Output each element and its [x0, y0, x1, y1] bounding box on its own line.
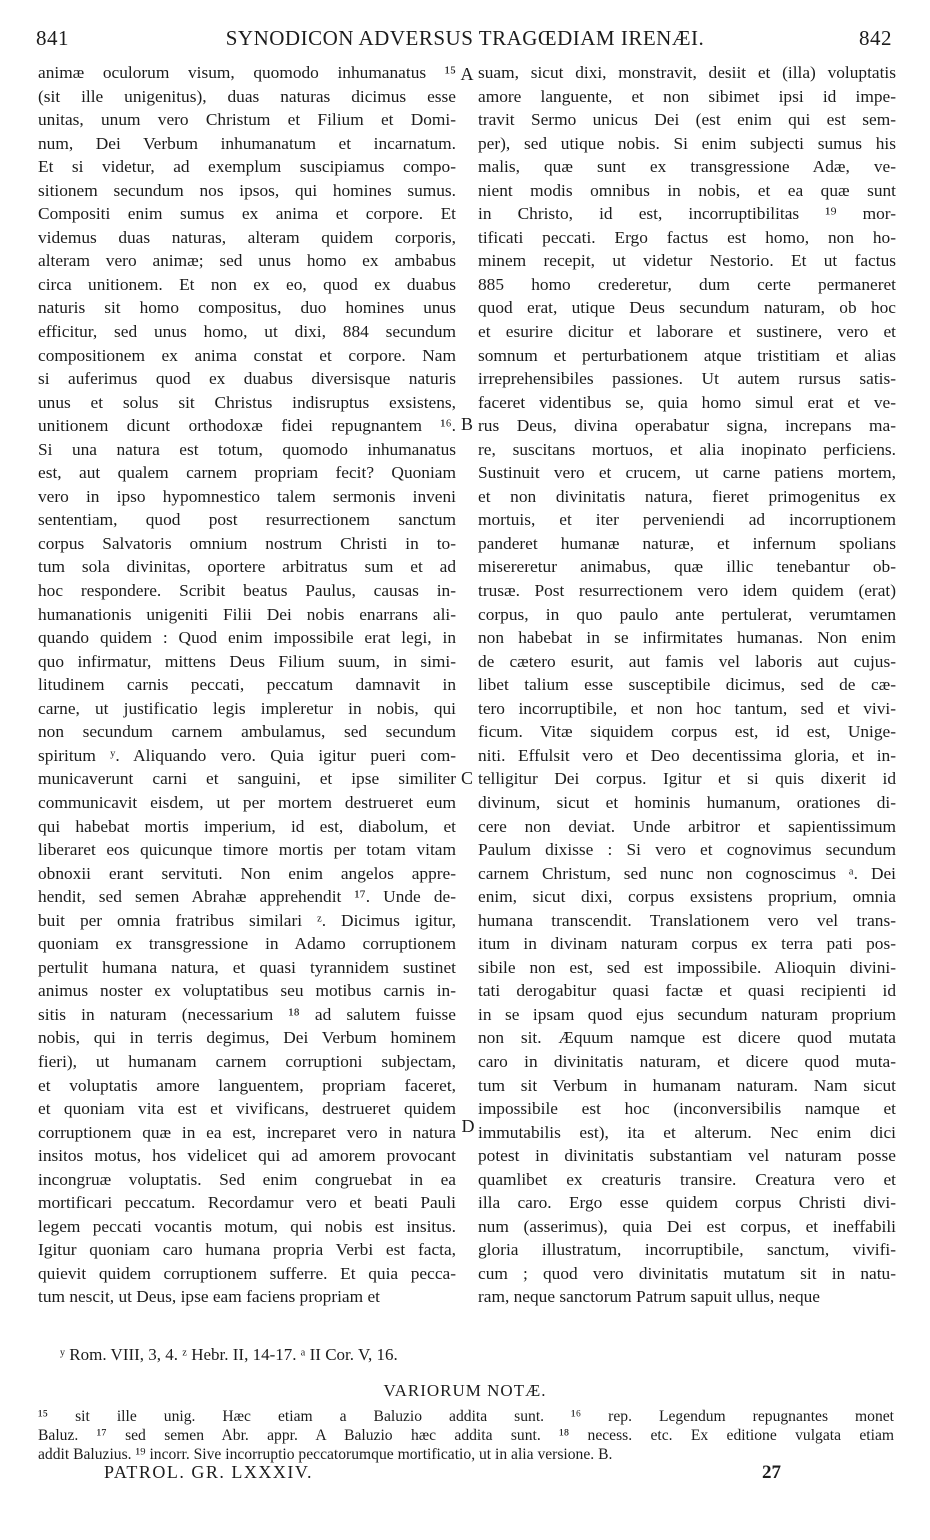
note-line: Baluz. ¹⁷ sed semen Abr. appr. A Baluzio hæc addita sunt. ¹⁸ necess. etc. Ex editione vulgata etiam [38, 1427, 894, 1444]
right-column-line: amore languente, et non sibimet ipsi id impe- [478, 86, 896, 106]
scripture-references: ʸ Rom. VIII, 3, 4. ᶻ Hebr. II, 14-17. ᵃ II Cor. V, 16. [60, 1345, 398, 1364]
right-column-line: suam, sicut dixi, monstravit, desiit et (illa) voluptatis [478, 63, 896, 82]
left-column-line: animus noster ex voluptatibus seu motibus carnis in- [38, 981, 456, 1001]
left-column-line: sententiam, quod post resurrectionem sanctum [38, 510, 456, 530]
left-column-line: unus et solus sit Christus indisruptus exsistens, [38, 392, 456, 412]
right-column-line: illa caro. Ergo esse quidem corpus Christi divi- [478, 1193, 896, 1213]
right-column-line: tum sit Verbum in humanam naturam. Nam sicut [478, 1075, 896, 1095]
left-column-line: insitos motus, hos videlicet qui ad amorem provocant [38, 1146, 456, 1166]
right-column-line: non habebat in se infirmitates humanas. Non enim [478, 628, 896, 648]
left-column-line: corpus Salvatoris omnium nostrum Christi in to- [38, 533, 456, 553]
left-column-line: videmus duas naturas, alteram quidem corporis, [38, 227, 456, 247]
left-column-line: corruptionem quæ in ea est, increparet vero in natura [38, 1122, 456, 1142]
left-column-line: sitis in naturam (necessarium ¹⁸ ad salutem fuisse [38, 1004, 456, 1024]
right-column-line: mortuis, et iter perveniendi ad incorruptionem [478, 510, 896, 530]
right-column-line: sibile non est, sed est impossibile. Alioquin divini- [478, 957, 896, 977]
page-number-left: 841 [36, 26, 69, 50]
left-column-line: qui habebat mortis imperium, id est, diabolum, et [38, 816, 456, 836]
left-column-line: (sit ille unigenitus), duas naturas dicimus esse [38, 86, 456, 106]
right-column-line: in Christo, id est, incorruptibilitas ¹⁹ mor- [478, 204, 896, 224]
right-column-line: cum ; quod vero divinitatis mutatum sit in natu- [478, 1263, 896, 1283]
right-column-line: travit Sermo unicus Dei (est enim qui est sem- [478, 110, 896, 130]
right-column-line: carnem Christum, sed nunc non cognoscimus ᵃ. Dei [478, 863, 896, 883]
right-column-line: humana transcendit. Translationem vero vel trans- [478, 910, 896, 930]
left-column-line: municaverunt carni et sanguini, et ipse similiter [38, 769, 456, 789]
left-column [38, 61, 456, 1309]
right-column-line: quod erat, utique Deus secundum naturam, ob hoc [478, 298, 896, 318]
right-column-line: potest in divinitatis substantiam vel naturam posse [478, 1146, 896, 1166]
left-column-line: efficitur, sed unus homo, ut dixi, 884 secundum [38, 322, 456, 342]
right-column-line: num (asserimus), quia Dei est corpus, et ineffabili [478, 1216, 896, 1236]
right-column-line: trusæ. Post resurrectionem vero idem quidem (erat) [478, 581, 896, 601]
left-column-line: hoc respondere. Scribit beatus Paulus, causas in- [38, 581, 456, 601]
left-column-line: buit per omnia fratribus similari ᶻ. Dicimus igitur, [38, 910, 456, 930]
page-header [0, 26, 930, 56]
right-column-line: caro in divinitatis naturam, et dicere quod muta- [478, 1051, 896, 1071]
left-column-line: sitionem secundum nos ipsos, qui homines sumus. [38, 180, 456, 200]
left-column-line: legem peccati vocantis motum, qui nobis est insitus. [38, 1216, 456, 1236]
left-column-line: nobis, qui in terris degimus, Dei Verbum hominem [38, 1028, 456, 1048]
right-column-line: ram, neque sanctorum Patrum sapuit ullus, neque [478, 1287, 820, 1307]
left-column-line: est, aut qualem carnem propriam fecit? Quoniam [38, 463, 456, 483]
variorum-notes [38, 1407, 894, 1464]
right-column-line: itum in divinam naturam corpus ex terra pati pos- [478, 934, 896, 954]
page-number-right: 842 [859, 26, 892, 50]
right-column-line: tificati peccati. Ergo factus est homo, non ho- [478, 227, 896, 247]
right-column-line: gloria illustratum, incorruptibile, sanctum, vivifi- [478, 1240, 896, 1260]
left-column-line: tum sola divinitas, oportere arbitratus sum et ad [38, 557, 456, 577]
left-column-line: tum nescit, ut Deus, ipse eam faciens propriam et [38, 1287, 380, 1307]
right-column-line: minem recepit, ut videtur Nestorio. Et ut factus [478, 251, 896, 271]
left-column-line: quo infirmatur, mittens Deus Filium suum, in simi- [38, 651, 456, 671]
right-column-line: immutabilis est), ita et alterum. Nec enim dici [478, 1122, 896, 1142]
right-column-line: et non divinitatis natura, fieret primogenitus ex [478, 486, 896, 506]
right-column-line: divinum, sicut et hominis humanum, orationes di- [478, 792, 896, 812]
left-column-line: animæ oculorum visum, quomodo inhumanatus ¹⁵ [38, 63, 456, 82]
right-column-line: per), sed utique nobis. Si enim subjecti sumus his [478, 133, 896, 153]
left-column-line: num, Dei Verbum inhumanatum et incarnatum. [38, 133, 456, 153]
left-column-line: quievit quidem corruptionem sufferre. Et quia pecca- [38, 1263, 456, 1283]
left-column-line: quando quidem : Quod enim impossibile erat legi, in [38, 628, 456, 648]
right-column-line: Sustinuit vero et crucem, ut carne patiens mortem, [478, 463, 896, 483]
margin-letter-c: C [460, 768, 473, 788]
left-column-line: compositionem ex anima constat et corpore. Nam [38, 345, 456, 365]
left-column-line: circa unitionem. Et non ex eo, quod ex duabus [38, 274, 456, 294]
right-column-line: panderet humanæ naturæ, et infernum spolians [478, 533, 896, 553]
left-column-line: alteram vero animæ; sed unus homo ex ambabus [38, 251, 456, 271]
left-column-line: et quoniam vita est et vivificans, destrueret quidem [38, 1099, 456, 1119]
right-column-line: malis, quæ sunt ex transgressione Adæ, ve- [478, 157, 896, 177]
right-column-line: libet talium esse susceptibile dicimus, sed de cæ- [478, 675, 896, 695]
right-column-line: enim, sicut dixi, corpus exsistens proprium, omnia [478, 887, 896, 907]
right-column-line: rus Deus, divina operabatur signa, increpans ma- [478, 416, 896, 436]
note-line: ¹⁵ sit ille unig. Hæc etiam a Baluzio addita sunt. ¹⁶ rep. Legendum repugnantes monet [38, 1408, 894, 1425]
left-column-line: hendit, sed semen Abrahæ apprehendit ¹⁷. Unde de- [38, 887, 456, 907]
margin-letter-a: A [460, 64, 474, 84]
running-title: SYNODICON ADVERSUS TRAGŒDIAM IRENÆI. [225, 26, 705, 50]
left-column-line: communicavit eisdem, ut per mortem destrueret eum [38, 792, 456, 812]
left-column-line: unitionem dicunt orthodoxæ fidei repugnantem ¹⁶. [38, 416, 456, 436]
right-column-line: de cætero esurit, aut famis vel laboris aut cujus- [478, 651, 896, 671]
margin-letter-b: B [460, 414, 473, 434]
left-column-line: Compositi enim sumus ex anima et corpore. Et [38, 204, 456, 224]
left-column-line: carne, ut justificatio legis impleretur in nobis, qui [38, 698, 456, 718]
right-column-line: tati derogabitur quasi factæ et quasi recipienti id [478, 981, 896, 1001]
right-column-line: somnum et perturbationem atque tristitiam et alias [478, 345, 896, 365]
right-column-line: 885 homo crederetur, dum certe permaneret [478, 274, 896, 294]
right-column-line: non sit. Æquum namque est dicere quod mutata [478, 1028, 896, 1048]
left-column-line: pertulit humana natura, et quasi tyrannidem sustinet [38, 957, 456, 977]
left-column-line: non secundum carnem ambulamus, sed secundum [38, 722, 456, 742]
right-column-line: re, suscitans mortuos, et alia inopinato perficiens. [478, 439, 896, 459]
left-column-line: vero in ipso hypomnestico talem sermonis inveni [38, 486, 456, 506]
right-column-line: faceret videntibus se, quia homo simul erat et ve- [478, 392, 896, 412]
left-column-line: fieri), ut humanam carnem corruptioni subjectam, [38, 1051, 456, 1071]
gathering-signature: 27 [762, 1462, 781, 1483]
right-column-line: irreprehensibiles passiones. Ut autem rursus satis- [478, 369, 896, 389]
right-column-line: telligitur Dei corpus. Igitur et si quis dixerit id [478, 769, 896, 789]
right-column-line: misereretur animabus, quæ illic tenebantur ob- [478, 557, 896, 577]
notes-title: VARIORUM NOTÆ. [383, 1381, 547, 1400]
right-column [478, 61, 896, 1309]
left-column-line: naturis sit homo compositus, duo homines unus [38, 298, 456, 318]
right-column-line: tero incorruptibile, et non hoc tantum, sed et vivi- [478, 698, 896, 718]
volume-signature: PATROL. GR. LXXXIV. [104, 1462, 314, 1482]
left-column-line: unitas, unum vero Christum et Filium et Domi- [38, 110, 456, 130]
left-column-line: Igitur quoniam caro humana propria Verbi est facta, [38, 1240, 456, 1260]
margin-letter-d: D [461, 1116, 475, 1136]
left-column-line: liberaret eos quicunque timore mortis per totam vitam [38, 840, 456, 860]
right-column-line: quamlibet ex creaturis transire. Creatura vero et [478, 1169, 896, 1189]
left-column-line: et voluptatis amore languentem, propriam faceret, [38, 1075, 456, 1095]
right-column-line: in se ipsam quod ejus secundum naturam proprium [478, 1004, 896, 1024]
right-column-line: cere non deviat. Unde arbitror et sapientissimum [478, 816, 896, 836]
left-column-line: quoniam ex transgressione in Adamo corruptionem [38, 934, 456, 954]
left-column-line: humanationis unigeniti Filii Dei nobis enarrans ali- [38, 604, 456, 624]
right-column-line: Paulum dixisse : Si vero et cognovimus secundum [478, 840, 896, 860]
right-column-line: corpus, in quo paulo ante pertulerat, verumtamen [478, 604, 896, 624]
right-column-line: niti. Effulsit vero et Deo decentissima gloria, et in- [478, 745, 896, 765]
right-column-line: nient modis omnibus in nobis, et ea quæ sunt [478, 180, 896, 200]
left-column-line: Si una natura est totum, quomodo inhumanatus [38, 439, 456, 459]
note-line: addit Baluzius. ¹⁹ incorr. Sive incorruptio peccatorumque mortificatio, ut in alia versione. B. [38, 1446, 613, 1463]
left-column-line: litudinem carnis peccati, peccatum damnavit in [38, 675, 456, 695]
right-column-line: et esurire dicitur et laborare et sustinere, vero et [478, 322, 896, 342]
left-column-line: si auferimus quod ex duabus diversisque naturis [38, 369, 456, 389]
right-column-line: ficum. Vitæ siquidem corpus est, id est, Unige- [478, 722, 896, 742]
left-column-line: incongruæ voluptatis. Sed enim congruebat in ea [38, 1169, 456, 1189]
left-column-line: mortificari peccatum. Recordamur vero et beati Pauli [38, 1193, 456, 1213]
right-column-line: impossibile est hoc (inconversibilis namque et [478, 1099, 896, 1119]
left-column-line: Et si videtur, ad exemplum suscipiamus compo- [38, 157, 456, 177]
left-column-line: obnoxii erant servituti. Non enim angelos appre- [38, 863, 456, 883]
left-column-line: spiritum ʸ. Aliquando vero. Quia igitur pueri com- [38, 745, 456, 765]
